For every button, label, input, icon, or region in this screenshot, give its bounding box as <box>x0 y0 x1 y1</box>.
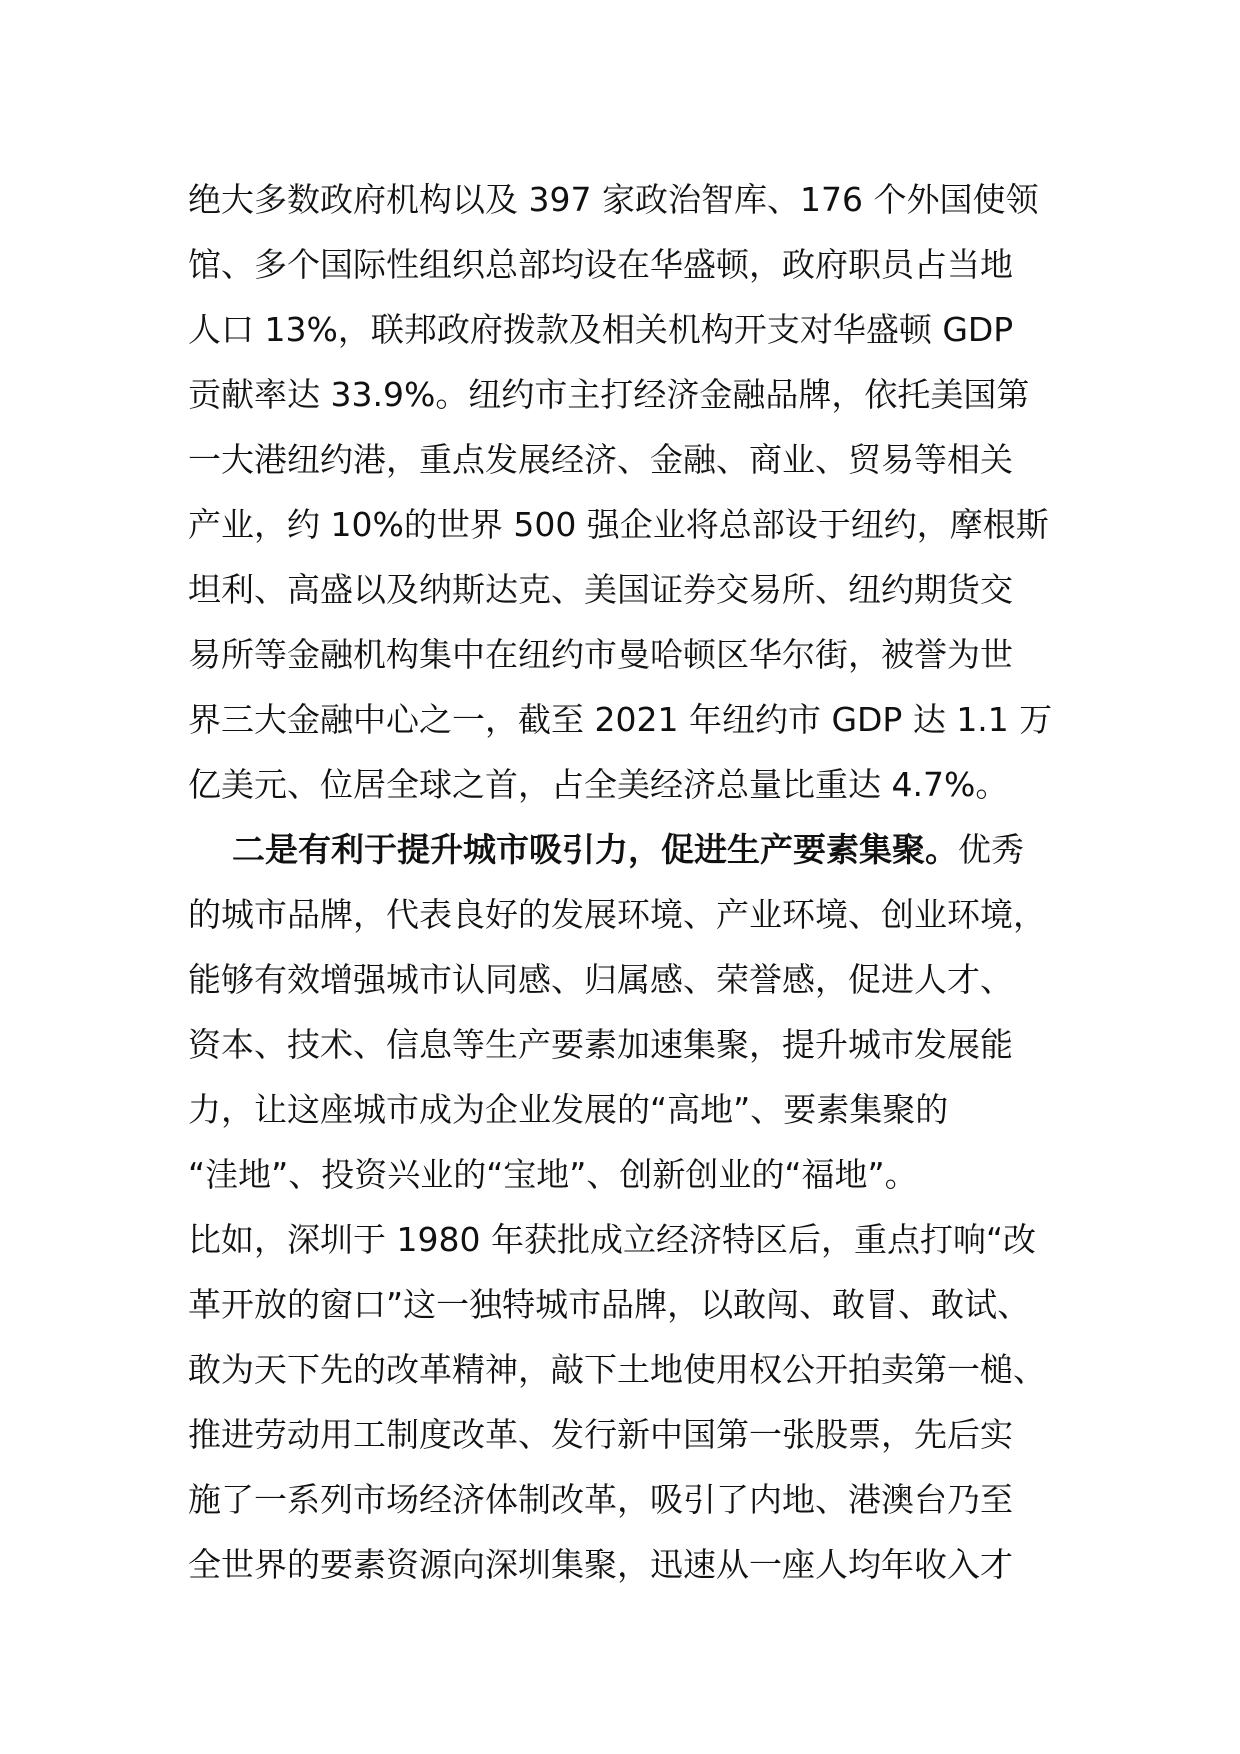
text-line: 馆、多个国际性组织总部均设在华盛顿，政府职员占当地 <box>188 245 1013 284</box>
text-line: 界三大金融中心之一，截至 2021 年纽约市 GDP 达 1.1 万 <box>188 700 1053 739</box>
text-line: 推进劳动用工制度改革、发行新中国第一张股票，先后实 <box>188 1415 1013 1454</box>
text-line: 力，让这座城市成为企业发展的“高地”、要素集聚的 <box>188 1090 949 1129</box>
text-line: 全世界的要素资源向深圳集聚，迅速从一座人均年收入才 <box>188 1545 1013 1584</box>
text-line: 施了一系列市场经济体制改革，吸引了内地、港澳台乃至 <box>188 1480 1013 1519</box>
text-line: 贡献率达 33.9%。纽约市主打经济金融品牌，依托美国第 <box>188 375 1030 414</box>
paragraph-heading: 二是有利于提升城市吸引力，促进生产要素集聚。 <box>232 830 958 869</box>
text-line: 比如，深圳于 1980 年获批成立经济特区后，重点打响“改 <box>188 1220 1037 1259</box>
text-line: 绝大多数政府机构以及 397 家政治智库、176 个外国使领 <box>188 180 1039 219</box>
text-line: “洼地”、投资兴业的“宝地”、创新创业的“福地”。 <box>188 1155 918 1194</box>
text-line: 敢为天下先的改革精神，敲下土地使用权公开拍卖第一槌、 <box>188 1350 1046 1389</box>
text-line: 能够有效增强城市认同感、归属感、荣誉感，促进人才、 <box>188 960 1013 999</box>
text-line: 的城市品牌，代表良好的发展环境、产业环境、创业环境， <box>188 895 1046 934</box>
body-text <box>188 167 1068 1597</box>
paragraph-2-first-line <box>188 817 1068 882</box>
text-line: 亿美元、位居全球之首，占全美经济总量比重达 4.7%。 <box>188 765 1009 804</box>
text-line: 一大港纽约港，重点发展经济、金融、商业、贸易等相关 <box>188 440 1013 479</box>
text-line: 坦利、高盛以及纳斯达克、美国证券交易所、纽约期货交 <box>188 570 1013 609</box>
text-line: 资本、技术、信息等生产要素加速集聚，提升城市发展能 <box>188 1025 1013 1064</box>
text-line: 产业，约 10%的世界 500 强企业将总部设于纽约，摩根斯 <box>188 505 1049 544</box>
text-line: 革开放的窗口”这一独特城市品牌，以敢闯、敢冒、敢试、 <box>188 1285 1031 1324</box>
text-line: 易所等金融机构集中在纽约市曼哈顿区华尔街，被誉为世 <box>188 635 1013 674</box>
paragraph-text: 优秀 <box>958 830 1024 869</box>
text-line: 人口 13%，联邦政府拨款及相关机构开支对华盛顿 GDP <box>188 310 1014 349</box>
